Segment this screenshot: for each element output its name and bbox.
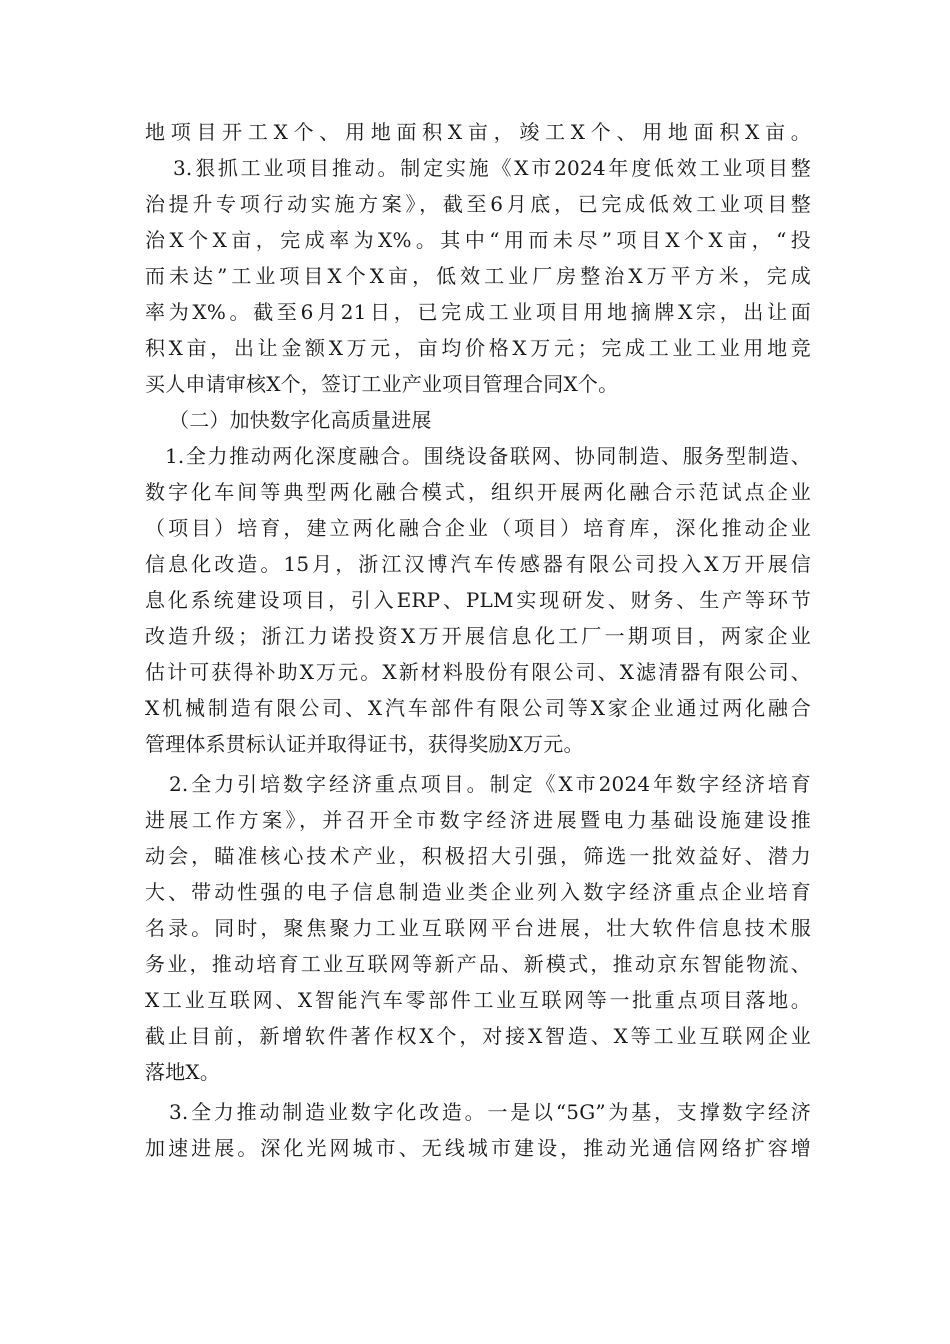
- text-line: 1.全力推动两化深度融合。围绕设备联网、协同制造、服务型制造、: [165, 444, 811, 468]
- text-line: （项目）培育，建立两化融合企业（项目）培育库，深化推动企业: [145, 516, 811, 540]
- section-heading: （二）加快数字化高质量进展: [169, 408, 432, 432]
- text-line: 改造升级；浙江力诺投资X万开展信息化工厂一期项目，两家企业: [145, 624, 811, 648]
- text-line: 而未达”工业项目X个X亩，低效工业厂房整治X万平方米，完成: [145, 264, 811, 288]
- text-line: 积X亩，出让金额X万元，亩均价格X万元；完成工业工业用地竞: [145, 336, 811, 360]
- text-line: 率为X%。截至6月21日，已完成工业项目用地摘牌X宗，出让面: [145, 300, 811, 324]
- document-body: [145, 114, 811, 1166]
- text-line: 信息化改造。15月，浙江汉博汽车传感器有限公司投入X万开展信: [145, 552, 811, 576]
- text-line: 3.全力推动制造业数字化改造。一是以“5G”为基，支撑数字经济: [169, 1100, 811, 1124]
- text-line: 落地X。: [145, 1060, 221, 1084]
- text-line: 数字化车间等典型两化融合模式，组织开展两化融合示范试点企业: [145, 480, 811, 504]
- text-line: 名录。同时，聚焦聚力工业互联网平台进展，壮大软件信息技术服: [145, 916, 811, 940]
- text-line: 截止目前，新增软件著作权X个，对接X智造、X等工业互联网企业: [145, 1024, 811, 1048]
- text-line: X机械制造有限公司、X汽车部件有限公司等X家企业通过两化融合: [145, 696, 811, 720]
- text-line: 估计可获得补助X万元。X新材料股份有限公司、X滤清器有限公司、: [145, 660, 811, 684]
- text-line: 地项目开工X个、用地面积X亩，竣工X个、用地面积X亩。: [145, 120, 811, 144]
- text-line: 2.全力引培数字经济重点项目。制定《X市2024年数字经济培育: [169, 772, 811, 796]
- text-line: X工业互联网、X智能汽车零部件工业互联网等一批重点项目落地。: [145, 988, 811, 1012]
- text-line: 大、带动性强的电子信息制造业类企业列入数字经济重点企业培育: [145, 880, 811, 904]
- text-line: 3.狠抓工业项目推动。制定实施《X市2024年度低效工业项目整: [173, 156, 811, 180]
- text-line: 息化系统建设项目，引入ERP、PLM实现研发、财务、生产等环节: [145, 588, 811, 612]
- text-line: 买人申请审核X个，签订工业产业项目管理合同X个。: [145, 372, 619, 396]
- text-line: 动会，瞄准核心技术产业，积极招大引强，筛选一批效益好、潜力: [145, 844, 811, 868]
- text-line: 务业，推动培育工业互联网等新产品、新模式，推动京东智能物流、: [145, 952, 811, 976]
- text-line: 治X个X亩，完成率为X%。其中“用而未尽”项目X个X亩，“投: [145, 228, 811, 252]
- text-line: 加速进展。深化光网城市、无线城市建设，推动光通信网络扩容增: [145, 1136, 811, 1160]
- text-line: 进展工作方案》，并召开全市数字经济进展暨电力基础设施建设推: [145, 808, 811, 832]
- text-line: 治提升专项行动实施方案》，截至6月底，已完成低效工业项目整: [145, 192, 811, 216]
- text-line: 管理体系贯标认证并取得证书，获得奖励X万元。: [145, 732, 584, 756]
